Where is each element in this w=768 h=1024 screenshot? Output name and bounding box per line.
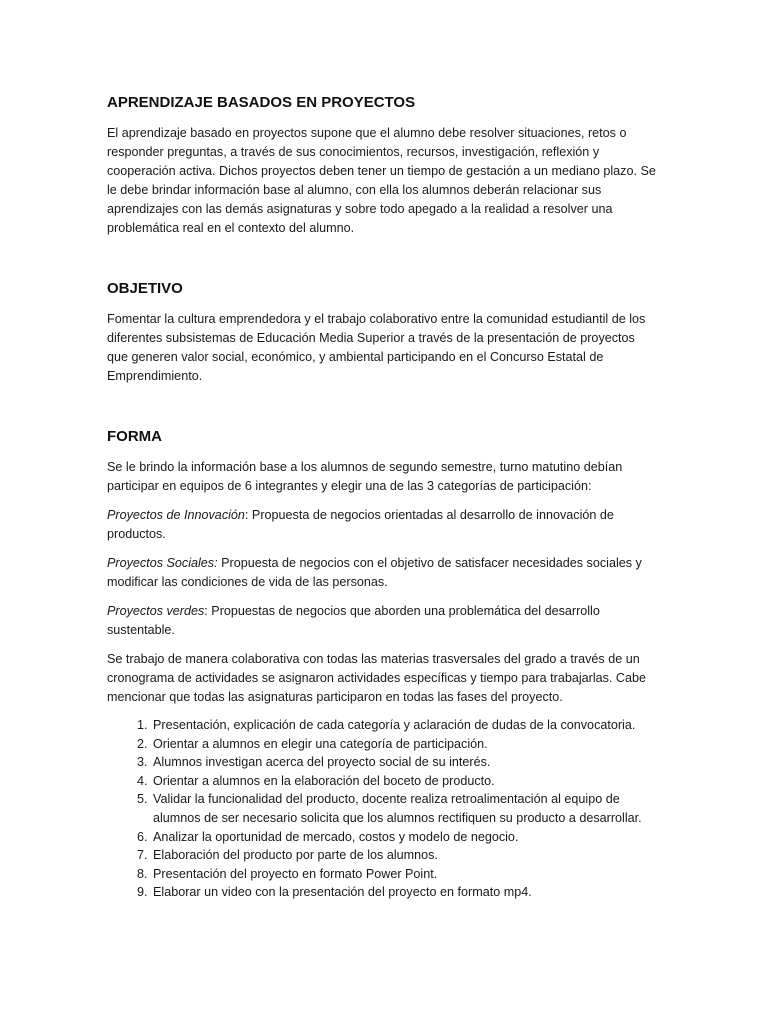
section-title-forma: FORMA	[107, 428, 162, 445]
category-name: Proyectos verdes	[107, 604, 205, 618]
category-desc: Propuesta de negocios orientadas al desarrollo de innovación de productos.	[107, 508, 614, 541]
category-separator: :	[244, 508, 249, 522]
section-body-objetivo: Fomentar la cultura emprendedora y el trabajo colaborativo entre la comunidad estudiantil de los diferentes subsistemas de Educación Media Superior a través de la presentación de proyectos que generen valor social, económico, y ambiental participando en el Concurso Estatal de Emprendimiento.	[107, 312, 646, 383]
collaboration-paragraph: Se trabajo de manera colaborativa con todas las materias trasversales del grado a través de un cronograma de actividades se asignaron actividades específicas y tiempo para trabajarlas. Cabe mencionar que todas las asignaturas participaron en todas las fases del proyecto.	[107, 652, 647, 704]
list-item: 3. Alumnos investigan acerca del proyecto social de su interés.	[151, 753, 659, 772]
category-desc: Propuesta de negocios con el objetivo de satisfacer necesidades sociales y modificar las condiciones de vida de las personas.	[107, 556, 642, 589]
document-page	[107, 92, 659, 902]
list-item: 1. Presentación, explicación de cada categoría y aclaración de dudas de la convocatoria.	[151, 716, 659, 735]
category-verdes	[107, 602, 659, 640]
list-item: 6. Analizar la oportunidad de mercado, costos y modelo de negocio.	[151, 828, 659, 847]
list-item: 9. Elaborar un video con la presentación del proyecto en formato mp4.	[151, 883, 659, 902]
category-name: Proyectos de Innovación	[107, 508, 245, 522]
list-item: 2. Orientar a alumnos en elegir una categoría de participación.	[151, 735, 659, 754]
list-item: 7. Elaboración del producto por parte de los alumnos.	[151, 846, 659, 865]
steps-list	[107, 716, 659, 902]
category-sociales	[107, 554, 659, 592]
list-item: 4. Orientar a alumnos en la elaboración del boceto de producto.	[151, 772, 659, 791]
list-item: 8. Presentación del proyecto en formato Power Point.	[151, 865, 659, 884]
list-item: 5. Validar la funcionalidad del producto, docente realiza retroalimentación al equipo de alumnos de ser necesario solicita que los alumnos rectifiquen su producto a desarrollar.	[151, 790, 659, 827]
section-intro-forma: Se le brindo la información base a los alumnos de segundo semestre, turno matutino debían participar en equipos de 6 integrantes y elegir una de las 3 categorías de participación:	[107, 460, 623, 493]
category-name: Proyectos Sociales:	[107, 556, 218, 570]
section-title-aprendizaje: APRENDIZAJE BASADOS EN PROYECTOS	[107, 94, 416, 111]
section-title-objetivo: OBJETIVO	[107, 280, 183, 297]
category-innovacion	[107, 506, 659, 544]
category-separator: :	[204, 604, 208, 618]
category-desc: Propuestas de negocios que aborden una problemática del desarrollo sustentable.	[107, 604, 600, 637]
section-body-aprendizaje: El aprendizaje basado en proyectos supone que el alumno debe resolver situaciones, retos o responder preguntas, a través de sus conocimientos, recursos, investigación, reflexión y cooperación activa. Dichos proyectos deben tener un tiempo de gestación a un mediano plazo. Se le debe brindar información base al alumno, con ella los alumnos deberán relacionar sus aprendizajes con las demás asignaturas y sobre todo apegado a la realidad a resolver una problemática real en el contexto del alumno.	[107, 126, 656, 235]
